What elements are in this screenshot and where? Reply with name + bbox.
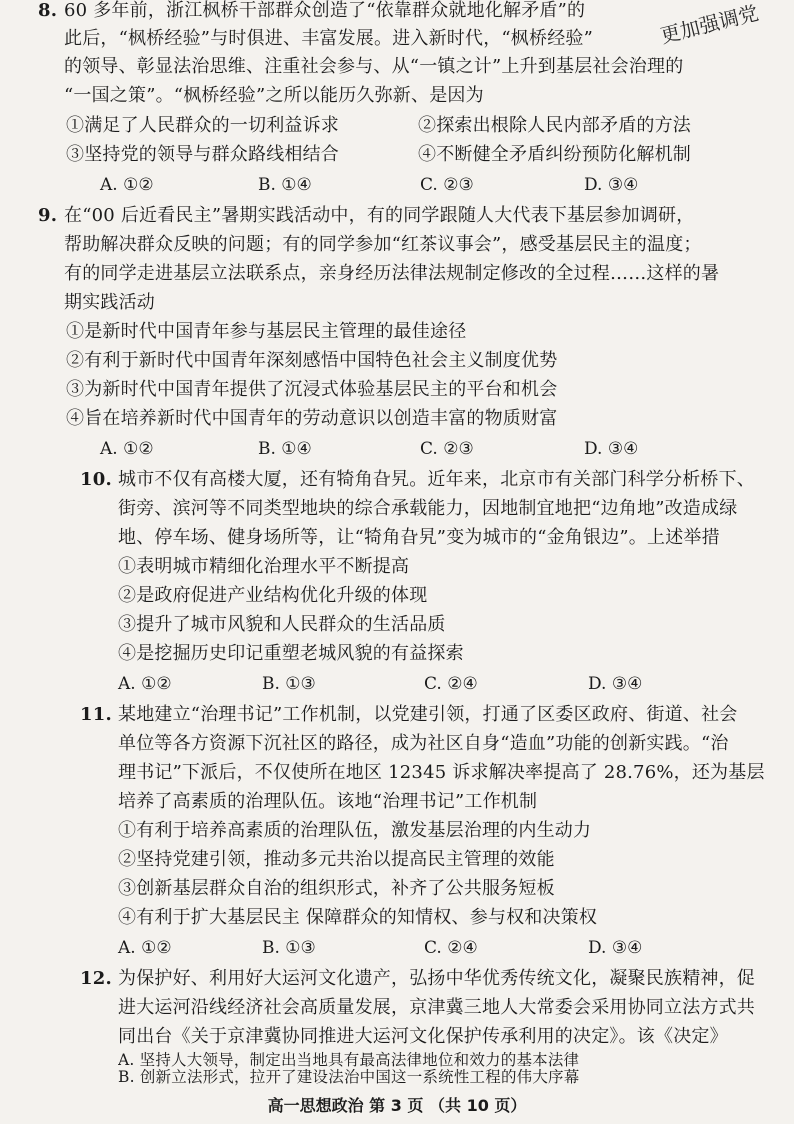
choice-c: C. ②③: [420, 439, 474, 459]
page-footer: 高一思想政治 第 3 页 （共 10 页）: [267, 1096, 527, 1115]
choice-b: B. ①③: [262, 938, 316, 958]
question-stem-line: 帮助解决群众反映的问题；有的同学参加“红茶议事会”，感受基层民主的温度；: [64, 234, 702, 255]
question-number: 9.: [38, 205, 58, 226]
question-number: 11.: [80, 704, 112, 725]
choice-d: D. ③④: [588, 938, 643, 958]
handwritten-note: 更加强调党: [657, 0, 761, 49]
statement: ①有利于培养高素质的治理队伍，激发基层治理的内生动力: [118, 820, 592, 841]
statement: ④旨在培养新时代中国青年的劳动意识以创造丰富的物质财富: [66, 408, 558, 429]
choice-a: A. ①②: [118, 938, 172, 958]
question-stem-line: 60 多年前，浙江枫桥干部群众创造了“依靠群众就地化解矛盾”的: [64, 0, 586, 21]
statement: ③创新基层群众自治的组织形式，补齐了公共服务短板: [118, 878, 555, 899]
question-stem-line: 某地建立“治理书记”工作机制，以党建引领，打通了区委区政府、街道、社会: [118, 704, 738, 725]
choice-a: A. ①②: [100, 439, 154, 459]
statement: ①表明城市精细化治理水平不断提高: [118, 556, 410, 577]
question-stem-line: 城市不仅有高楼大厦，还有犄角旮旯。近年来，北京市有关部门科学分析桥下、: [118, 469, 755, 490]
question-stem-line: 期实践活动: [64, 292, 155, 313]
question-stem-line: 培养了高素质的治理队伍。该地“治理书记”工作机制: [118, 791, 538, 812]
choice-a: A. ①②: [100, 175, 154, 195]
choice-a: A. ①②: [118, 674, 172, 694]
statement: B. 创新立法形式，拉开了建设法治中国这一系统性工程的伟大序幕: [118, 1068, 580, 1086]
question-stem-line: 理书记”下派后，不仅使所在地区 12345 诉求解决率提高了 28.76%，还为基层: [118, 762, 765, 783]
question-stem-line: 此后，“枫桥经验”与时俱进、丰富发展。进入新时代，“枫桥经验”: [64, 28, 594, 49]
question-stem-line: 街旁、滨河等不同类型地块的综合承载能力，因地制宜地把“边角地”改造成绿: [118, 498, 738, 519]
statement: ④是挖掘历史印记重塑老城风貌的有益探索: [118, 643, 464, 664]
question-stem-line: 在“00 后近看民主”暑期实践活动中，有的同学跟随人大代表下基层参加调研，: [64, 205, 695, 226]
question-number: 8.: [38, 0, 58, 21]
statement: ④不断健全矛盾纠纷预防化解机制: [418, 144, 691, 165]
question-number: 10.: [80, 469, 112, 490]
statement: ②坚持党建引领，推动多元共治以提高民主管理的效能: [118, 849, 555, 870]
statement: ②有利于新时代中国青年深刻感悟中国特色社会主义制度优势: [66, 350, 558, 371]
choice-d: D. ③④: [584, 175, 639, 195]
question-stem-line: 的领导、彰显法治思维、注重社会参与、从“一镇之计”上升到基层社会治理的: [64, 56, 684, 77]
question-stem-line: 为保护好、利用好大运河文化遗产，弘扬中华优秀传统文化，凝聚民族精神，促: [118, 968, 755, 989]
choice-d: D. ③④: [588, 674, 643, 694]
question-stem-line: 同出台《关于京津冀协同推进大运河文化保护传承利用的决定》。该《决定》: [118, 1026, 728, 1047]
question-stem-line: 单位等各方资源下沉社区的路径，成为社区自身“造血”功能的创新实践。“治: [118, 733, 729, 754]
statement: ①是新时代中国青年参与基层民主管理的最佳途径: [66, 321, 467, 342]
statement: ③为新时代中国青年提供了沉浸式体验基层民主的平台和机会: [66, 379, 558, 400]
choice-c: C. ②④: [424, 938, 478, 958]
question-number: 12.: [80, 968, 112, 989]
choice-c: C. ②③: [420, 175, 474, 195]
statement: ④有利于扩大基层民主 保障群众的知情权、参与权和决策权: [118, 907, 598, 928]
question-stem-line: 地、停车场、健身场所等，让“犄角旮旯”变为城市的“金角银边”。上述举措: [118, 527, 720, 548]
statement: ②探索出根除人民内部矛盾的方法: [418, 115, 691, 136]
choice-b: B. ①④: [258, 175, 312, 195]
choice-b: B. ①④: [258, 439, 312, 459]
choice-b: B. ①③: [262, 674, 316, 694]
statement: ③坚持党的领导与群众路线相结合: [66, 144, 339, 165]
statement: ①满足了人民群众的一切利益诉求: [66, 115, 339, 136]
question-stem-line: “一国之策”。“枫桥经验”之所以能历久弥新、是因为: [64, 85, 484, 106]
statement: ②是政府促进产业结构优化升级的体现: [118, 585, 428, 606]
statement: A. 坚持人大领导，制定出当地具有最高法律地位和效力的基本法律: [118, 1051, 580, 1069]
question-stem-line: 有的同学走进基层立法联系点，亲身经历法律法规制定修改的全过程……这样的暑: [64, 263, 720, 284]
choice-d: D. ③④: [584, 439, 639, 459]
choice-c: C. ②④: [424, 674, 478, 694]
question-stem-line: 进大运河沿线经济社会高质量发展，京津冀三地人大常委会采用协同立法方式共: [118, 997, 755, 1018]
statement: ③提升了城市风貌和人民群众的生活品质: [118, 614, 446, 635]
